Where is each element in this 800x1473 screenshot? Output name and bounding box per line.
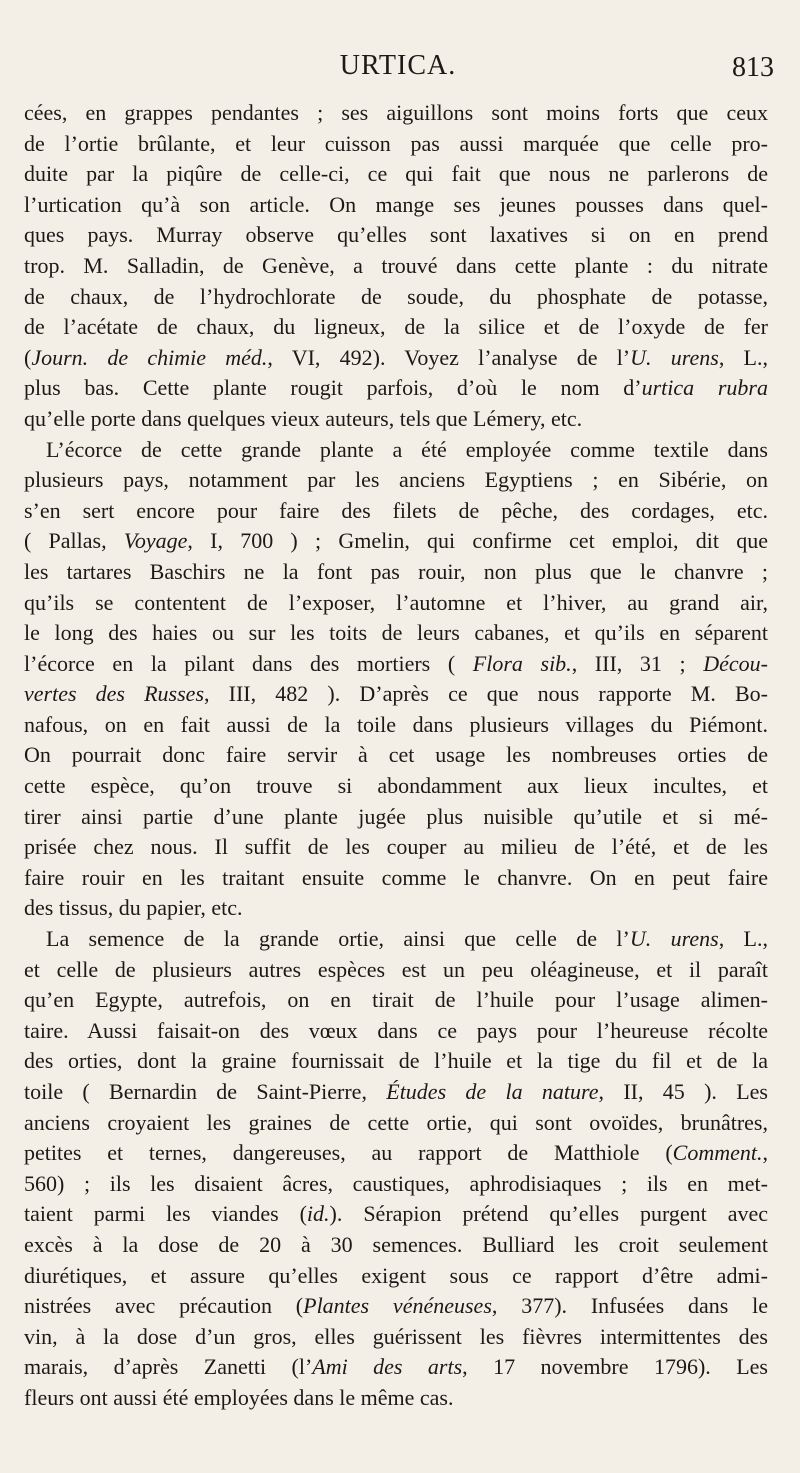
- text-run: qu’ils se contentent de l’exposer, l’automne et l’hiver, au grand air,: [24, 589, 768, 615]
- text-line: [24, 496, 768, 527]
- text-run: plus bas. Cette plante rougit parfois, d’où le nom d’: [24, 375, 642, 401]
- text-line: [24, 710, 768, 741]
- text-line: [24, 1230, 768, 1261]
- text-run: l’urtication qu’à son article. On mange ses jeunes pousses dans quel-: [24, 191, 768, 217]
- italic-text: U. urens: [630, 344, 719, 370]
- italic-text: Études de la nature: [386, 1079, 599, 1104]
- text-line: [24, 771, 768, 802]
- text-run: , I, 700 ) ; Gmelin, qui confirme cet emploi, dit que: [187, 528, 768, 554]
- text-line: [24, 832, 768, 863]
- text-line: [24, 526, 768, 557]
- text-line: [24, 129, 768, 160]
- text-line: [24, 1077, 768, 1108]
- italic-text: Plantes vénéneuses: [303, 1293, 492, 1319]
- paragraph: [24, 98, 768, 435]
- text-line: [24, 251, 768, 282]
- page-number: 813: [732, 52, 774, 83]
- text-run: des tissus, du papier, etc.: [24, 895, 243, 921]
- italic-text: Journ. de chimie méd.: [31, 344, 268, 370]
- running-title: URTICA.: [339, 50, 457, 81]
- text-line: [24, 373, 768, 404]
- paragraph: [24, 924, 768, 1414]
- text-run: qu’en Egypte, autrefois, on en tirait de l’huile pour l’usage alimen-: [24, 987, 768, 1013]
- italic-text: Comment.: [672, 1140, 763, 1166]
- text-run: l’écorce en la pilant dans des mortiers (: [24, 650, 473, 676]
- text-line: [24, 1261, 768, 1292]
- text-run: faire rouir en les traitant ensuite comme le chanvre. On en peut faire: [24, 864, 768, 890]
- text-line: [24, 802, 768, 833]
- text-run: diurétiques, et assure qu’elles exigent sous ce rapport d’être admi-: [24, 1262, 768, 1288]
- text-run: prisée chez nous. Il suffit de les couper au milieu de l’été, et de les: [24, 834, 768, 860]
- italic-text: U. urens: [629, 926, 719, 952]
- text-run: et celle de plusieurs autres espèces est un peu oléagineuse, et il paraît: [24, 956, 768, 982]
- italic-text: id.: [306, 1201, 330, 1227]
- text-line: [24, 190, 768, 221]
- italic-text: urtica rubra: [641, 375, 768, 401]
- text-line: [24, 740, 768, 771]
- text-run: La semence de la grande ortie, ainsi que celle de l’: [46, 926, 630, 952]
- text-run: 560) ; ils les disaient âcres, caustiques, aphrodisiaques ; ils en met-: [24, 1170, 768, 1196]
- text-line: [24, 343, 768, 374]
- text-line: [24, 649, 768, 680]
- text-line: [24, 618, 768, 649]
- italic-text: Voyage: [123, 528, 188, 554]
- text-line: [24, 863, 768, 894]
- text-run: le long des haies ou sur les toits de leurs cabanes, et qu’ils en séparent: [24, 620, 768, 646]
- text-run: , II, 45 ). Les: [598, 1079, 768, 1104]
- text-line: [24, 1108, 768, 1139]
- paragraph: [24, 435, 768, 925]
- text-run: , L.,: [718, 344, 768, 370]
- text-run: cées, en grappes pendantes ; ses aiguillons sont moins forts que ceux: [24, 100, 768, 125]
- text-line: [24, 312, 768, 343]
- text-line: [24, 1291, 768, 1322]
- text-run: duite par la piqûre de celle-ci, ce qui fait que nous ne parlerons de: [24, 161, 768, 187]
- text-run: des orties, dont la graine fournissait de l’huile et la tige du fil et de la: [24, 1048, 768, 1074]
- page-header: [22, 50, 774, 90]
- text-run: tirer ainsi partie d’une plante jugée plus nuisible qu’utile et si mé-: [24, 803, 768, 829]
- text-run: ). Sérapion prétend qu’elles purgent avec: [329, 1201, 768, 1227]
- text-run: les tartares Baschirs ne la font pas rouir, non plus que le chanvre ;: [24, 558, 768, 584]
- text-line: [24, 557, 768, 588]
- text-line: [24, 985, 768, 1016]
- text-line: [24, 1169, 768, 1200]
- text-line: [24, 893, 768, 924]
- text-line: [24, 1046, 768, 1077]
- text-line: [24, 1016, 768, 1047]
- text-line: [24, 1383, 768, 1414]
- text-run: toile ( Bernardin de Saint-Pierre,: [24, 1079, 387, 1104]
- text-run: vin, à la dose d’un gros, elles guérissent les fièvres intermittentes des: [24, 1323, 768, 1349]
- text-line: [24, 220, 768, 251]
- text-run: ( Pallas,: [24, 528, 124, 554]
- text-run: , L.,: [718, 926, 768, 952]
- text-line: [24, 465, 768, 496]
- text-line: [24, 159, 768, 190]
- text-line: [24, 98, 768, 129]
- text-run: , VI, 492). Voyez l’analyse de l’: [267, 344, 631, 370]
- text-run: de l’acétate de chaux, du ligneux, de la silice et de l’oxyde de fer: [24, 314, 768, 340]
- text-run: qu’elle porte dans quelques vieux auteurs, tels que Lémery, etc.: [24, 405, 583, 431]
- text-line: [24, 435, 768, 466]
- text-run: de l’ortie brûlante, et leur cuisson pas aussi marquée que celle pro-: [24, 130, 768, 156]
- italic-text: Décou-: [703, 650, 768, 676]
- text-line: [24, 679, 768, 710]
- text-run: de chaux, de l’hydrochlorate de soude, du phosphate de potasse,: [24, 283, 768, 309]
- body-text: [24, 98, 768, 1414]
- text-run: plusieurs pays, notamment par les anciens Egyptiens ; en Sibérie, on: [24, 467, 768, 493]
- text-run: marais, d’après Zanetti (l’: [24, 1354, 313, 1380]
- text-run: , III, 482 ). D’après ce que nous rapporte M. Bo-: [204, 681, 768, 707]
- text-run: , 377). Infusées dans le: [491, 1293, 768, 1319]
- text-run: , 17 novembre 1796). Les: [462, 1354, 768, 1380]
- italic-text: Flora sib.: [472, 650, 572, 676]
- text-line: [24, 1138, 768, 1169]
- text-line: [24, 955, 768, 986]
- text-run: (: [24, 344, 32, 370]
- text-run: nafous, on en fait aussi de la toile dans plusieurs villages du Piémont.: [24, 711, 768, 737]
- italic-text: Ami des arts: [312, 1354, 463, 1380]
- text-run: cette espèce, qu’on trouve si abondamment aux lieux incultes, et: [24, 773, 768, 799]
- text-run: excès à la dose de 20 à 30 semences. Bulliard les croit seulement: [24, 1231, 768, 1257]
- text-run: s’en sert encore pour faire des filets de pêche, des cordages, etc.: [24, 497, 768, 523]
- text-line: [24, 1352, 768, 1383]
- text-run: taient parmi les viandes (: [24, 1201, 307, 1227]
- text-run: ques pays. Murray observe qu’elles sont laxatives si on en prend: [24, 222, 768, 248]
- text-run: , III, 31 ;: [571, 650, 704, 676]
- text-line: [24, 404, 768, 435]
- text-line: [24, 588, 768, 619]
- text-line: [24, 1322, 768, 1353]
- text-run: ,: [762, 1140, 768, 1166]
- text-run: L’écorce de cette grande plante a été employée comme textile dans: [46, 436, 768, 462]
- text-run: petites et ternes, dangereuses, au rapport de Matthiole (: [24, 1140, 673, 1166]
- text-run: taire. Aussi faisait-on des vœux dans ce pays pour l’heureuse récolte: [24, 1017, 768, 1043]
- text-run: anciens croyaient les graines de cette ortie, qui sont ovoïdes, brunâtres,: [24, 1109, 768, 1135]
- italic-text: vertes des Russes: [24, 681, 205, 707]
- text-run: fleurs ont aussi été employées dans le même cas.: [24, 1384, 454, 1410]
- text-run: trop. M. Salladin, de Genève, a trouvé dans cette plante : du nitrate: [24, 252, 768, 278]
- text-line: [24, 1199, 768, 1230]
- text-line: [24, 924, 768, 955]
- text-run: On pourrait donc faire servir à cet usage les nombreuses orties de: [24, 742, 768, 768]
- text-line: [24, 282, 768, 313]
- text-run: nistrées avec précaution (: [24, 1293, 304, 1319]
